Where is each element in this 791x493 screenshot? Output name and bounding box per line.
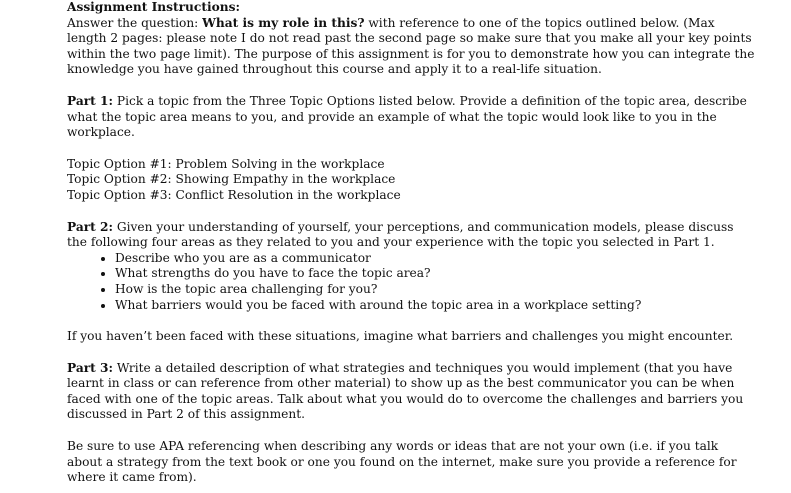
intro-question: What is my role in this? [202, 15, 365, 30]
spacer [67, 141, 757, 157]
list-item: • How is the topic area challenging for you? [115, 282, 757, 298]
list-item: • Describe who you are as a communicator [115, 251, 757, 267]
part2-text: Given your understanding of yourself, your perceptions, and communication models, please discuss the following four areas as they related to you and your experience with the topic you selected in Part 1. [67, 219, 734, 250]
topic-option-1: Topic Option #1: Problem Solving in the workplace [67, 156, 385, 171]
instructions-intro [67, 16, 757, 78]
part2-paragraph [67, 220, 757, 251]
part1-paragraph [67, 94, 757, 141]
part3-label: Part 3: [67, 360, 114, 375]
part2-label: Part 2: [67, 219, 114, 234]
spacer [67, 345, 757, 361]
list-item: • What barriers would you be faced with around the topic area in a workplace setting? [115, 298, 757, 314]
intro-text-rest: with reference to one of the topics outlined below. (Max length 2 pages: please note I do not read past the second page so make sure that you make all your key points within the two page limit). The purpose of this assignment is for you to demonstrate how you can integrate the knowledge you have gained throughout this course and apply it to a real-life situation. [67, 15, 755, 77]
part3-text: Write a detailed description of what strategies and techniques you would implement (that you have learnt in class or can reference from other material) to show up as the best communicator you can be when faced with one of the topic areas. Talk about what you would do to overcome the challenges and barriers you discussed in Part 2 of this assignment. [67, 360, 744, 422]
spacer [67, 313, 757, 329]
part2-followup: If you haven’t been faced with these situations, imagine what barriers and challenges you might encounter. [67, 329, 734, 344]
topic-option-2: Topic Option #2: Showing Empathy in the workplace [67, 172, 396, 187]
part3-paragraph [67, 361, 757, 423]
assignment-document [67, 0, 757, 486]
apa-note: Be sure to use APA referencing when describing any words or ideas that are not your own (i.e. if you talk about a strategy from the text book or one you found on the internet, make sure you provide a reference for where it came from). [67, 439, 737, 485]
part1-text: Pick a topic from the Three Topic Options listed below. Provide a definition of the topic area, describe what the topic area means to you, and provide an example of what the topic would look like to you in the workplace. [67, 93, 747, 140]
spacer [67, 78, 757, 94]
topic-option-3: Topic Option #3: Conflict Resolution in the workplace [67, 187, 401, 202]
part2-bullet-list [67, 251, 757, 313]
spacer [67, 204, 757, 220]
spacer [67, 423, 757, 439]
list-item: • What strengths do you have to face the topic area? [115, 266, 757, 282]
intro-text-start: Answer the question: [67, 15, 203, 30]
instructions-heading: Assignment Instructions: [67, 0, 240, 14]
part1-label: Part 1: [67, 93, 114, 108]
